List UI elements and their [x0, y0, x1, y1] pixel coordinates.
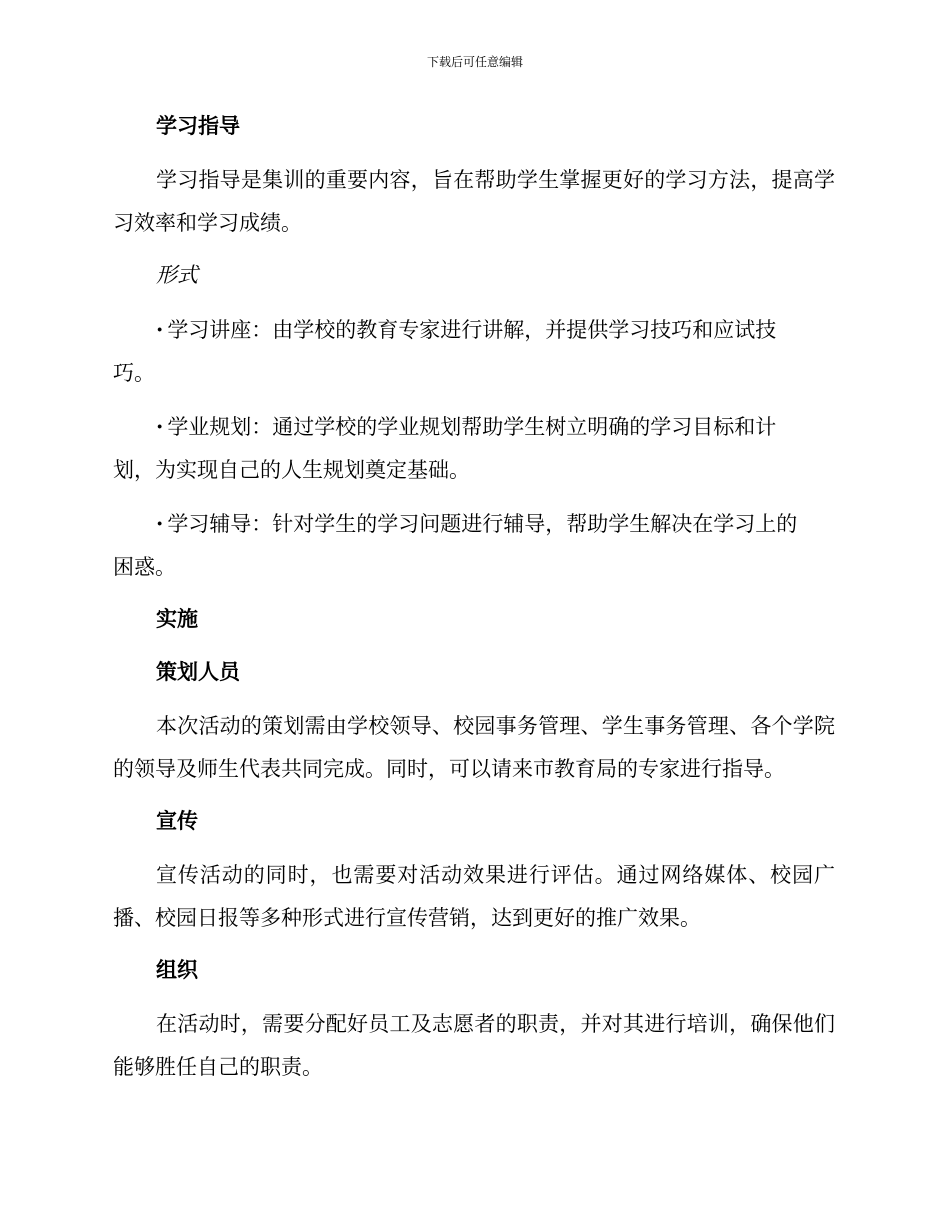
bullet-text: 学习讲座：由学校的教育专家进行讲解，并提供学习技巧和应试技巧。: [113, 318, 777, 385]
publicity-text: 宣传活动的同时，也需要对活动效果进行评估。通过网络媒体、校园广播、校园日报等多种形式进行宣传营销，达到更好的推广效果。: [113, 863, 835, 930]
section-heading-implementation: 实施: [156, 607, 198, 631]
organization-text: 在活动时，需要分配好员工及志愿者的职责，并对其进行培训，确保他们能够胜任自己的职责。: [113, 1012, 835, 1079]
planners-text: 本次活动的策划需由学校领导、校园事务管理、学生事务管理、各个学院的领导及师生代表共同完成。同时，可以请来市教育局的专家进行指导。: [113, 714, 835, 781]
bullet-item-tutoring: [113, 502, 835, 589]
bullet-item-planning: [113, 405, 835, 492]
document-body: [113, 106, 835, 1099]
bullet-dot-icon: ·: [156, 317, 164, 342]
bullet-dot-icon: ·: [156, 511, 164, 536]
bullet-text: 学业规划：通过学校的学业规划帮助学生树立明确的学习目标和计划，为实现自己的人生规划奠定基础。: [113, 415, 777, 482]
bullet-item-lecture: [113, 308, 835, 395]
subheading-planners: 策划人员: [156, 660, 240, 684]
bullet-dot-icon: ·: [156, 414, 164, 439]
page-header-note: 下载后可任意编辑: [426, 55, 523, 69]
subheading-publicity: 宣传: [156, 809, 198, 833]
study-guide-intro: 学习指导是集训的重要内容，旨在帮助学生掌握更好的学习方法，提高学习效率和学习成绩。: [113, 168, 835, 235]
form-subheading: 形式: [156, 263, 198, 287]
bullet-text: 学习辅导：针对学生的学习问题进行辅导，帮助学生解决在学习上的困惑。: [113, 512, 798, 579]
subheading-organization: 组织: [156, 958, 198, 982]
section-heading-study-guide: 学习指导: [156, 114, 240, 138]
